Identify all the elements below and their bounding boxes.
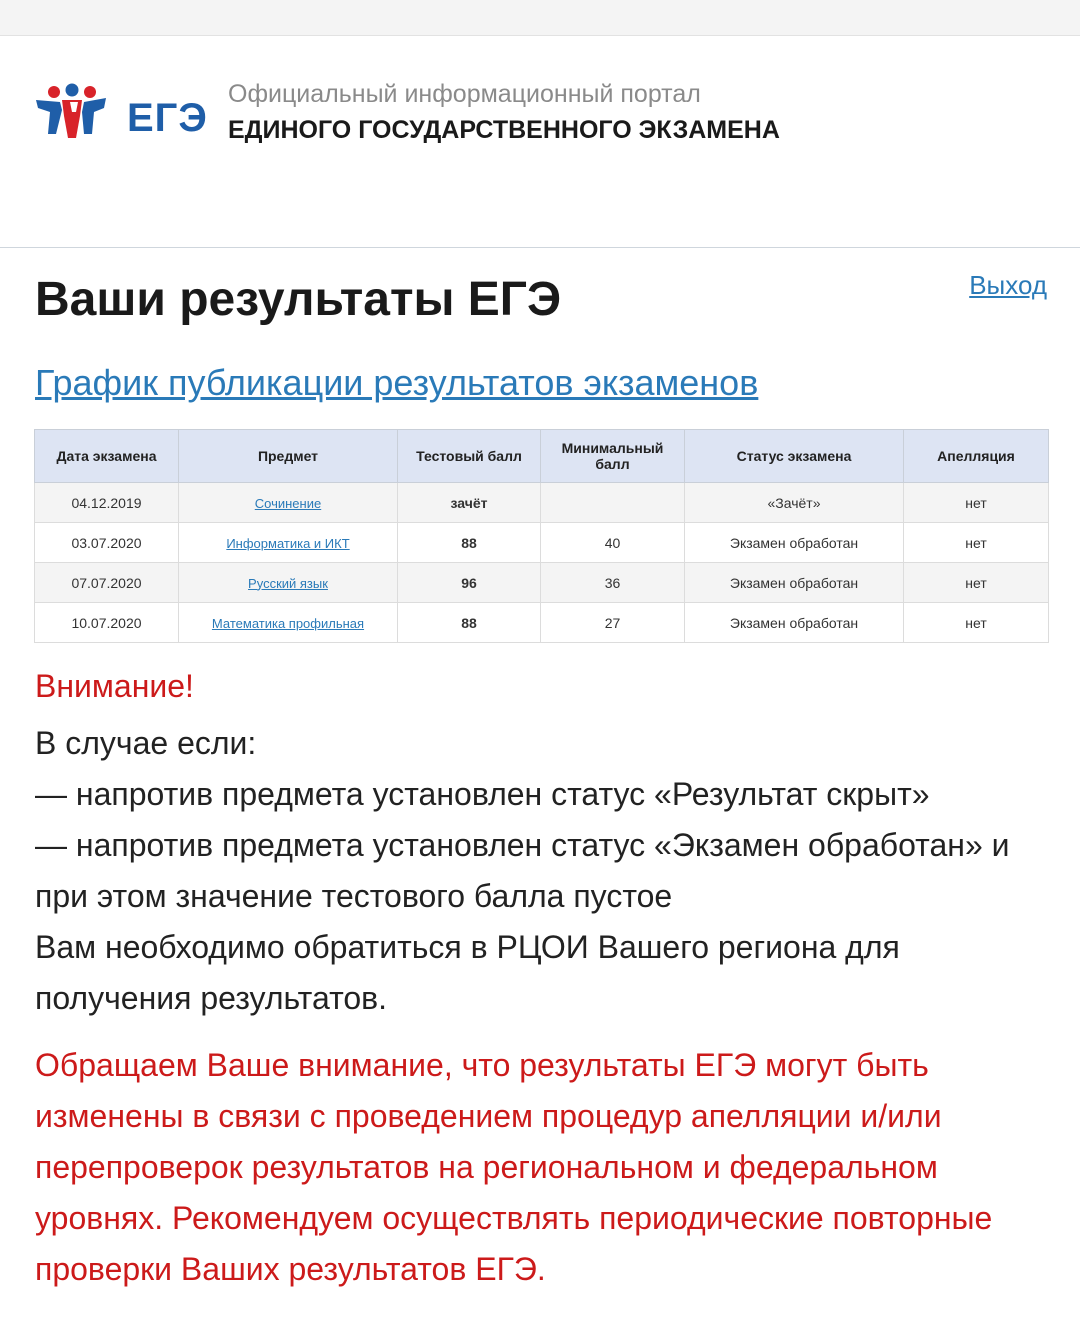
table-row bbox=[35, 483, 1049, 523]
table-row bbox=[35, 523, 1049, 563]
exam-date: 04.12.2019 bbox=[35, 483, 179, 523]
test-score: 88 bbox=[398, 603, 541, 643]
subject-link[interactable]: Информатика и ИКТ bbox=[226, 535, 350, 551]
min-score: 27 bbox=[541, 603, 685, 643]
results-change-notice: Обращаем Ваше внимание, что результаты ЕГЭ могут быть изменены в связи с проведением процедур апелляции и/или перепроверок результатов на региональном и федеральном уровнях. Рекомендуем осуществлять периодические повторные проверки Ваших результатов ЕГЭ. bbox=[35, 1047, 993, 1287]
table-row bbox=[35, 563, 1049, 603]
min-score: 40 bbox=[541, 523, 685, 563]
subject-cell bbox=[179, 483, 398, 523]
exam-status: Экзамен обработан bbox=[685, 563, 904, 603]
subject-cell bbox=[179, 603, 398, 643]
site-header bbox=[0, 36, 1080, 248]
results-table bbox=[34, 429, 1049, 643]
exam-date: 10.07.2020 bbox=[35, 603, 179, 643]
appeal-status: нет bbox=[904, 603, 1049, 643]
portal-subtitle: Официальный информационный портал bbox=[228, 80, 701, 108]
warning-line: В случае если: bbox=[35, 725, 257, 761]
column-header-min-score: Минимальный балл bbox=[541, 430, 685, 483]
column-header-score: Тестовый балл bbox=[398, 430, 541, 483]
subject-link[interactable]: Русский язык bbox=[248, 575, 328, 591]
publication-schedule-link[interactable]: График публикации результатов экзаменов bbox=[35, 362, 759, 403]
column-header-appeal: Апелляция bbox=[904, 430, 1049, 483]
subject-link[interactable]: Математика профильная bbox=[211, 615, 365, 631]
table-row bbox=[35, 603, 1049, 643]
exam-status: Экзамен обработан bbox=[685, 603, 904, 643]
warning-text bbox=[35, 718, 1035, 1024]
exam-date: 07.07.2020 bbox=[35, 563, 179, 603]
warning-title: Внимание! bbox=[35, 668, 194, 704]
column-header-status: Статус экзамена bbox=[685, 430, 904, 483]
warning-line: — напротив предмета установлен статус «Экзамен обработан» и при этом значение тестового балла пустое bbox=[35, 827, 1010, 914]
ege-logo[interactable] bbox=[32, 82, 208, 142]
exam-status: «Зачёт» bbox=[685, 483, 904, 523]
appeal-status: нет bbox=[904, 523, 1049, 563]
table-header-row bbox=[35, 430, 1049, 483]
subject-cell bbox=[179, 523, 398, 563]
test-score: 96 bbox=[398, 563, 541, 603]
page-title: Ваши результаты ЕГЭ bbox=[35, 273, 562, 326]
browser-top-bar bbox=[0, 0, 1080, 36]
exam-status: Экзамен обработан bbox=[685, 523, 904, 563]
warning-line: — напротив предмета установлен статус «Результат скрыт» bbox=[35, 776, 930, 812]
test-score: 88 bbox=[398, 523, 541, 563]
logout-link[interactable]: Выход bbox=[969, 270, 1047, 300]
column-header-subject: Предмет bbox=[179, 430, 398, 483]
appeal-status: нет bbox=[904, 563, 1049, 603]
min-score bbox=[541, 483, 685, 523]
min-score: 36 bbox=[541, 563, 685, 603]
test-score: зачёт bbox=[398, 483, 541, 523]
exam-date: 03.07.2020 bbox=[35, 523, 179, 563]
appeal-status: нет bbox=[904, 483, 1049, 523]
ege-logo-icon bbox=[32, 82, 127, 142]
logo-text: ЕГЭ bbox=[127, 96, 208, 140]
subject-cell bbox=[179, 563, 398, 603]
column-header-date: Дата экзамена bbox=[35, 430, 179, 483]
warning-line: Вам необходимо обратиться в РЦОИ Вашего региона для получения результатов. bbox=[35, 929, 900, 1016]
subject-link[interactable]: Сочинение bbox=[254, 495, 322, 511]
portal-title: ЕДИНОГО ГОСУДАРСТВЕННОГО ЭКЗАМЕНА bbox=[228, 116, 780, 144]
